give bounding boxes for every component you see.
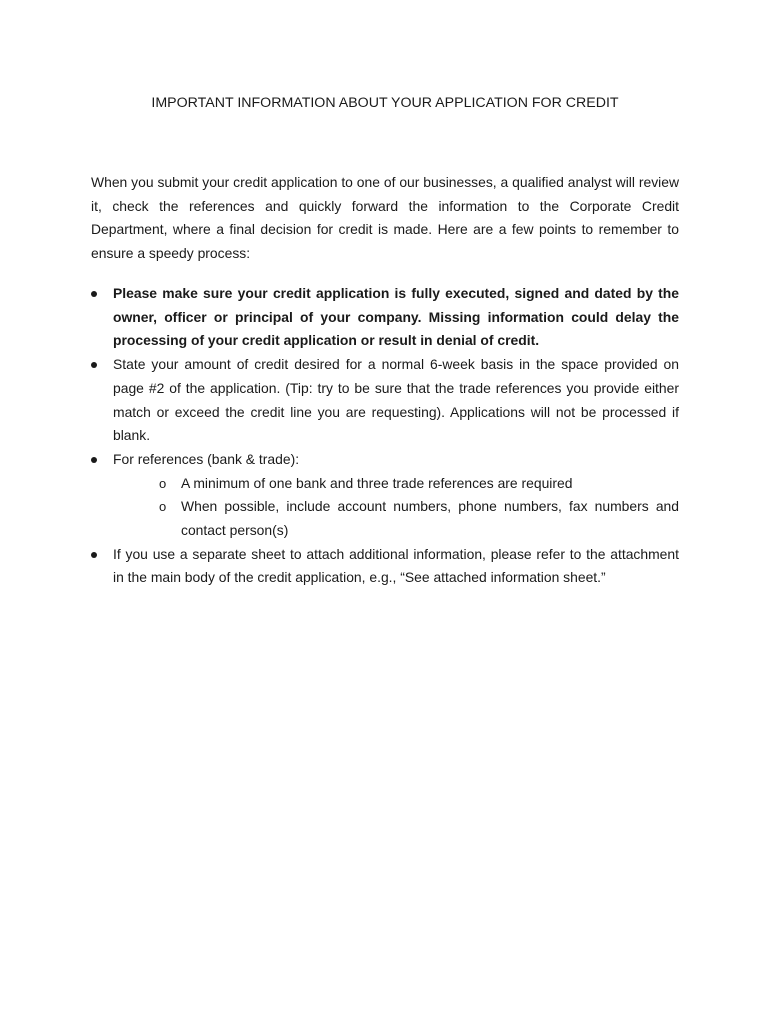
references-sublist [113,472,679,543]
sub-item-contact-details [159,495,679,542]
bullet-text: Please make sure your credit application is fully executed, signed and dated by the owner, officer or principal of your company. Missing information could delay the processing of your credit application or result in denial of credit. [113,285,679,349]
circle-bullet-icon: o [159,499,167,515]
bullet-item-signature [91,282,679,353]
bullet-icon [91,552,97,558]
bullet-item-references [91,448,679,543]
bullet-icon [91,291,97,297]
intro-paragraph: When you submit your credit application to one of our businesses, a qualified analyst will review it, check the references and quickly forward the information to the Corporate Credit Department, where a final decision for credit is made. Here are a few points to remember to ensure a speedy process: [91,174,679,261]
sub-item-text: A minimum of one bank and three trade references are required [181,474,573,491]
circle-bullet-icon: o [159,475,167,491]
bullet-icon [91,457,97,463]
bullet-item-separate-sheet [91,543,679,590]
document-title: IMPORTANT INFORMATION ABOUT YOUR APPLICATION FOR CREDIT [151,95,619,111]
bullet-item-credit-amount [91,353,679,448]
bullet-icon [91,362,97,368]
bullet-list [91,282,679,590]
bullet-text: For references (bank & trade): [113,450,300,467]
sub-item-minimum-references [159,472,679,496]
bullet-text: If you use a separate sheet to attach additional information, please refer to the attachment in the main body of the credit application, e.g., “See attached information sheet.” [113,545,679,586]
sub-item-text: When possible, include account numbers, phone numbers, fax numbers and contact person(s) [181,498,679,539]
bullet-text: State your amount of credit desired for a normal 6-week basis in the space provided on page #2 of the application. (Tip: try to be sure that the trade references you provide either match or exceed the credit line you are requesting). Applications will not be processed if blank. [113,356,679,444]
